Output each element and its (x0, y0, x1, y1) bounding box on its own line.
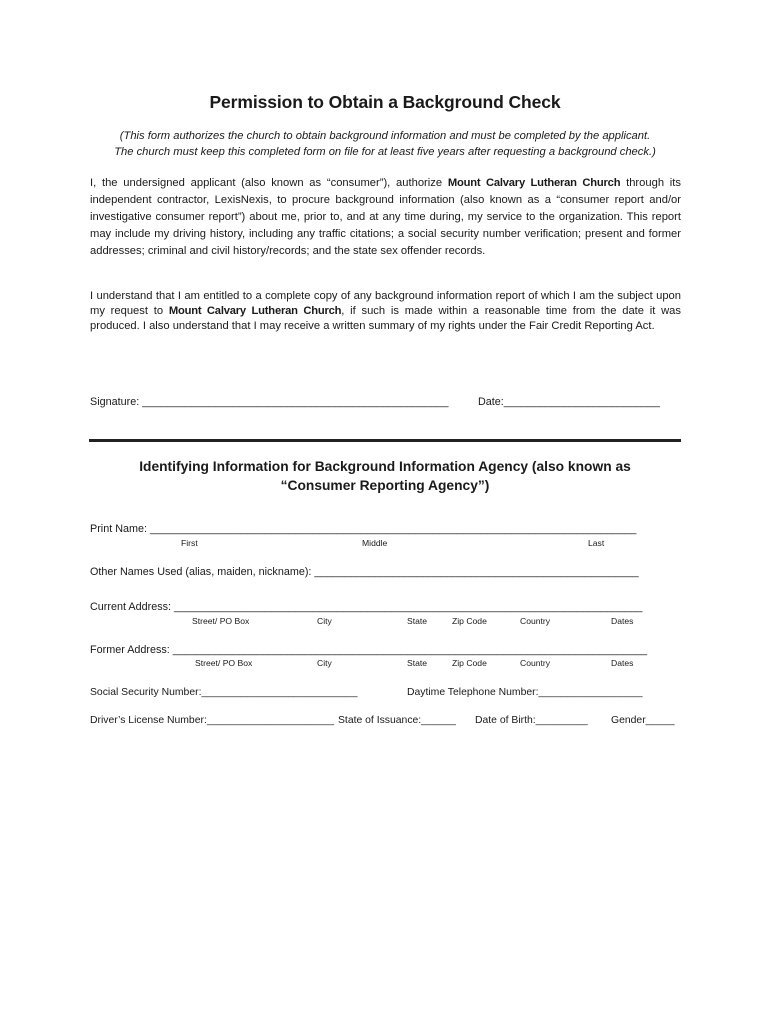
addr-state-caption: State (407, 658, 428, 668)
addr-zip-caption: Zip Code (452, 658, 487, 668)
form-title: Permission to Obtain a Background Check (209, 92, 561, 112)
section-heading: Identifying Information for Background Information Agency (also known as “Consumer Reporting Agency”) (139, 459, 631, 493)
addr-street-caption: Street/ PO Box (195, 658, 253, 668)
date-field[interactable]: Date:__________________________ (478, 396, 660, 408)
form-instructions (60, 129, 710, 160)
addr-zip-caption: Zip Code (452, 616, 487, 626)
addr-dates-caption: Dates (611, 616, 634, 626)
state-of-issuance-field[interactable]: State of Issuance:______ (338, 715, 456, 726)
instructions-line-2: The church must keep this completed form on file for at least five years after requesting a background check.) (114, 145, 656, 158)
ssn-field[interactable]: Social Security Number:___________________________ (90, 687, 358, 698)
addr-city-caption: City (317, 616, 332, 626)
drivers-license-field[interactable]: Driver’s License Number:______________________ (90, 715, 334, 726)
addr-country-caption: Country (520, 658, 551, 668)
print-name-field[interactable]: Print Name: _________________________________________________________________________________ (90, 523, 637, 535)
date-of-birth-field[interactable]: Date of Birth:_________ (475, 715, 588, 726)
addr-city-caption: City (317, 658, 332, 668)
other-names-field[interactable]: Other Names Used (alias, maiden, nickname): ______________________________________________________ (90, 566, 639, 578)
current-address-field[interactable]: Current Address: ______________________________________________________________________________ (90, 601, 643, 613)
section-divider (89, 439, 681, 442)
daytime-phone-field[interactable]: Daytime Telephone Number:__________________ (407, 687, 643, 698)
addr-street-caption: Street/ PO Box (192, 616, 250, 626)
addr-state-caption: State (407, 616, 428, 626)
addr-country-caption: Country (520, 616, 551, 626)
name-middle-caption: Middle (362, 538, 388, 548)
authorization-paragraph: I, the undersigned applicant (also known as “consumer”), authorize Mount Calvary Lutheran Church through its independent contractor, LexisNexis, to procure background information (also known as a “consumer report and/or investigative consumer report”) about me, prior to, and at any time during, my service to the organization. This report may include my driving history, including any traffic citations; a social security number verification; present and former addresses; criminal and civil history/records; and the state sex offender records. (90, 177, 681, 257)
instructions-line-1: (This form authorizes the church to obtain background information and must be completed by the applicant. (119, 130, 651, 142)
church-name: Mount Calvary Lutheran Church (447, 177, 621, 189)
name-first-caption: First (181, 538, 198, 548)
signature-field[interactable]: Signature: ___________________________________________________ (90, 396, 449, 408)
gender-field[interactable]: Gender_____ (611, 715, 675, 726)
former-address-field[interactable]: Former Address: _______________________________________________________________________________ (90, 644, 648, 656)
addr-dates-caption: Dates (611, 658, 634, 668)
name-last-caption: Last (588, 538, 605, 548)
rights-paragraph: I understand that I am entitled to a complete copy of any background information report of which I am the subject upon my request to Mount Calvary Lutheran Church, if such is made within a reasonable time from the date it was produced. I also understand that I may receive a written summary of my rights under the Fair Credit Reporting Act. (90, 290, 681, 332)
church-name: Mount Calvary Lutheran Church (168, 305, 342, 317)
pronoun-i: I (90, 177, 94, 189)
